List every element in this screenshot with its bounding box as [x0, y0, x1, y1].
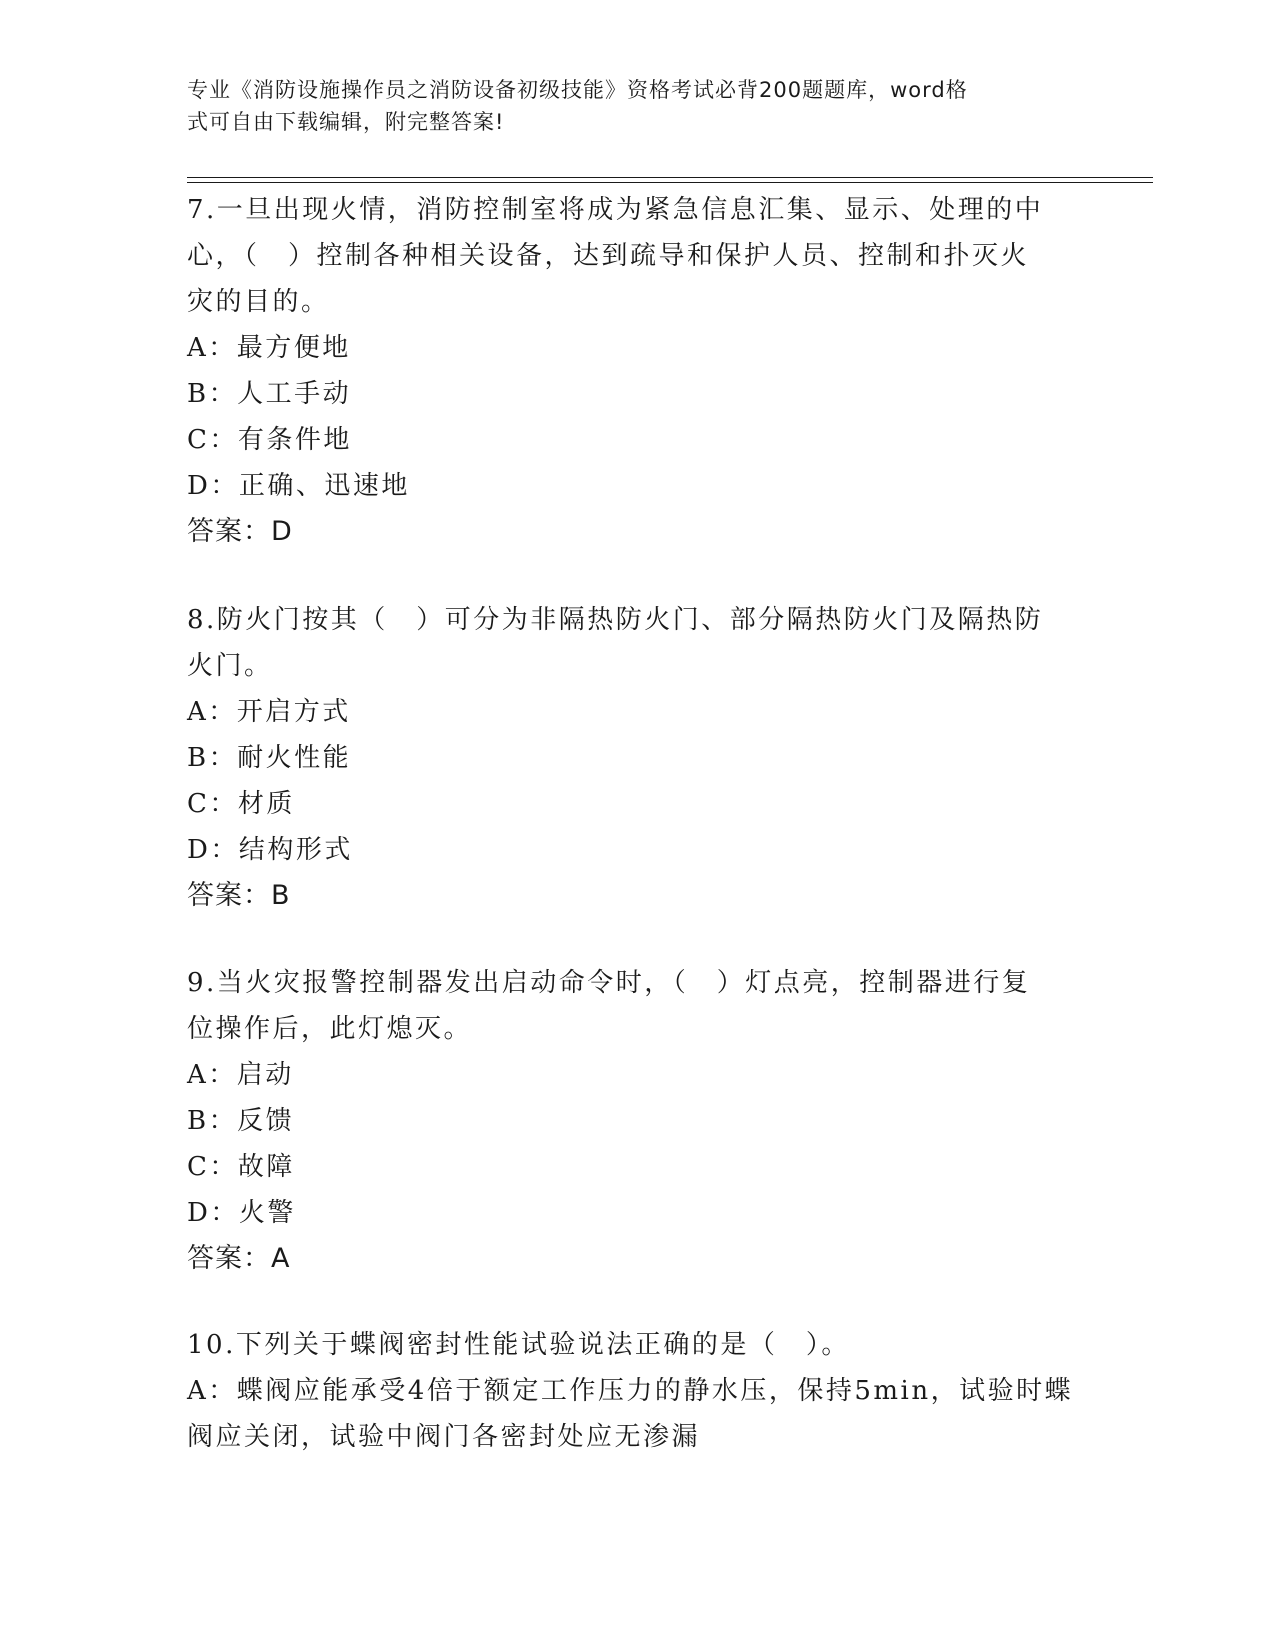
option-d: D：结构形式 — [187, 835, 353, 865]
question-text-line: 10.下列关于蝶阀密封性能试验说法正确的是（ ）。 — [187, 1330, 850, 1360]
answer-line: 答案：D — [187, 516, 293, 547]
option-d: D：正确、迅速地 — [187, 471, 410, 501]
question-text-line: 火门。 — [187, 651, 273, 681]
option-a-continued: 阀应关闭，试验中阀门各密封处应无渗漏 — [187, 1422, 701, 1452]
header-line-1: 专业《消防设施操作员之消防设备初级技能》资格考试必背200题题库，word格 — [187, 78, 968, 102]
question-text-line: 9.当火灾报警控制器发出启动命令时，（ ）灯点亮，控制器进行复 — [187, 968, 1031, 998]
question-8 — [187, 597, 1087, 919]
option-b: B：反馈 — [187, 1106, 295, 1136]
question-9 — [187, 960, 1087, 1282]
option-a: A：启动 — [187, 1060, 294, 1090]
header-divider-bottom — [187, 182, 1153, 183]
option-c: C：有条件地 — [187, 425, 352, 455]
answer-line: 答案：A — [187, 1243, 291, 1274]
question-7 — [187, 187, 1087, 555]
answer-line: 答案：B — [187, 880, 291, 911]
option-a: A：最方便地 — [187, 333, 351, 363]
option-b: B：人工手动 — [187, 379, 352, 409]
option-c: C：故障 — [187, 1152, 295, 1182]
question-text-line: 灾的目的。 — [187, 287, 330, 317]
option-a: A：蝶阀应能承受4倍于额定工作压力的静水压，保持5min，试验时蝶 — [187, 1376, 1074, 1406]
question-text-line: 7.一旦出现火情，消防控制室将成为紧急信息汇集、显示、处理的中 — [187, 195, 1044, 225]
header-divider-top — [187, 177, 1153, 178]
option-b: B：耐火性能 — [187, 743, 352, 773]
question-text-line: 位操作后，此灯熄灭。 — [187, 1014, 473, 1044]
document-header — [187, 74, 1067, 138]
option-c: C：材质 — [187, 789, 295, 819]
question-text-line: 8.防火门按其（ ）可分为非隔热防火门、部分隔热防火门及隔热防 — [187, 605, 1044, 635]
option-a: A：开启方式 — [187, 697, 351, 727]
option-d: D：火警 — [187, 1198, 296, 1228]
question-text-line: 心，（ ）控制各种相关设备，达到疏导和保护人员、控制和扑灭火 — [187, 241, 1030, 271]
header-line-2: 式可自由下载编辑，附完整答案! — [187, 110, 505, 134]
question-10 — [187, 1322, 1087, 1460]
